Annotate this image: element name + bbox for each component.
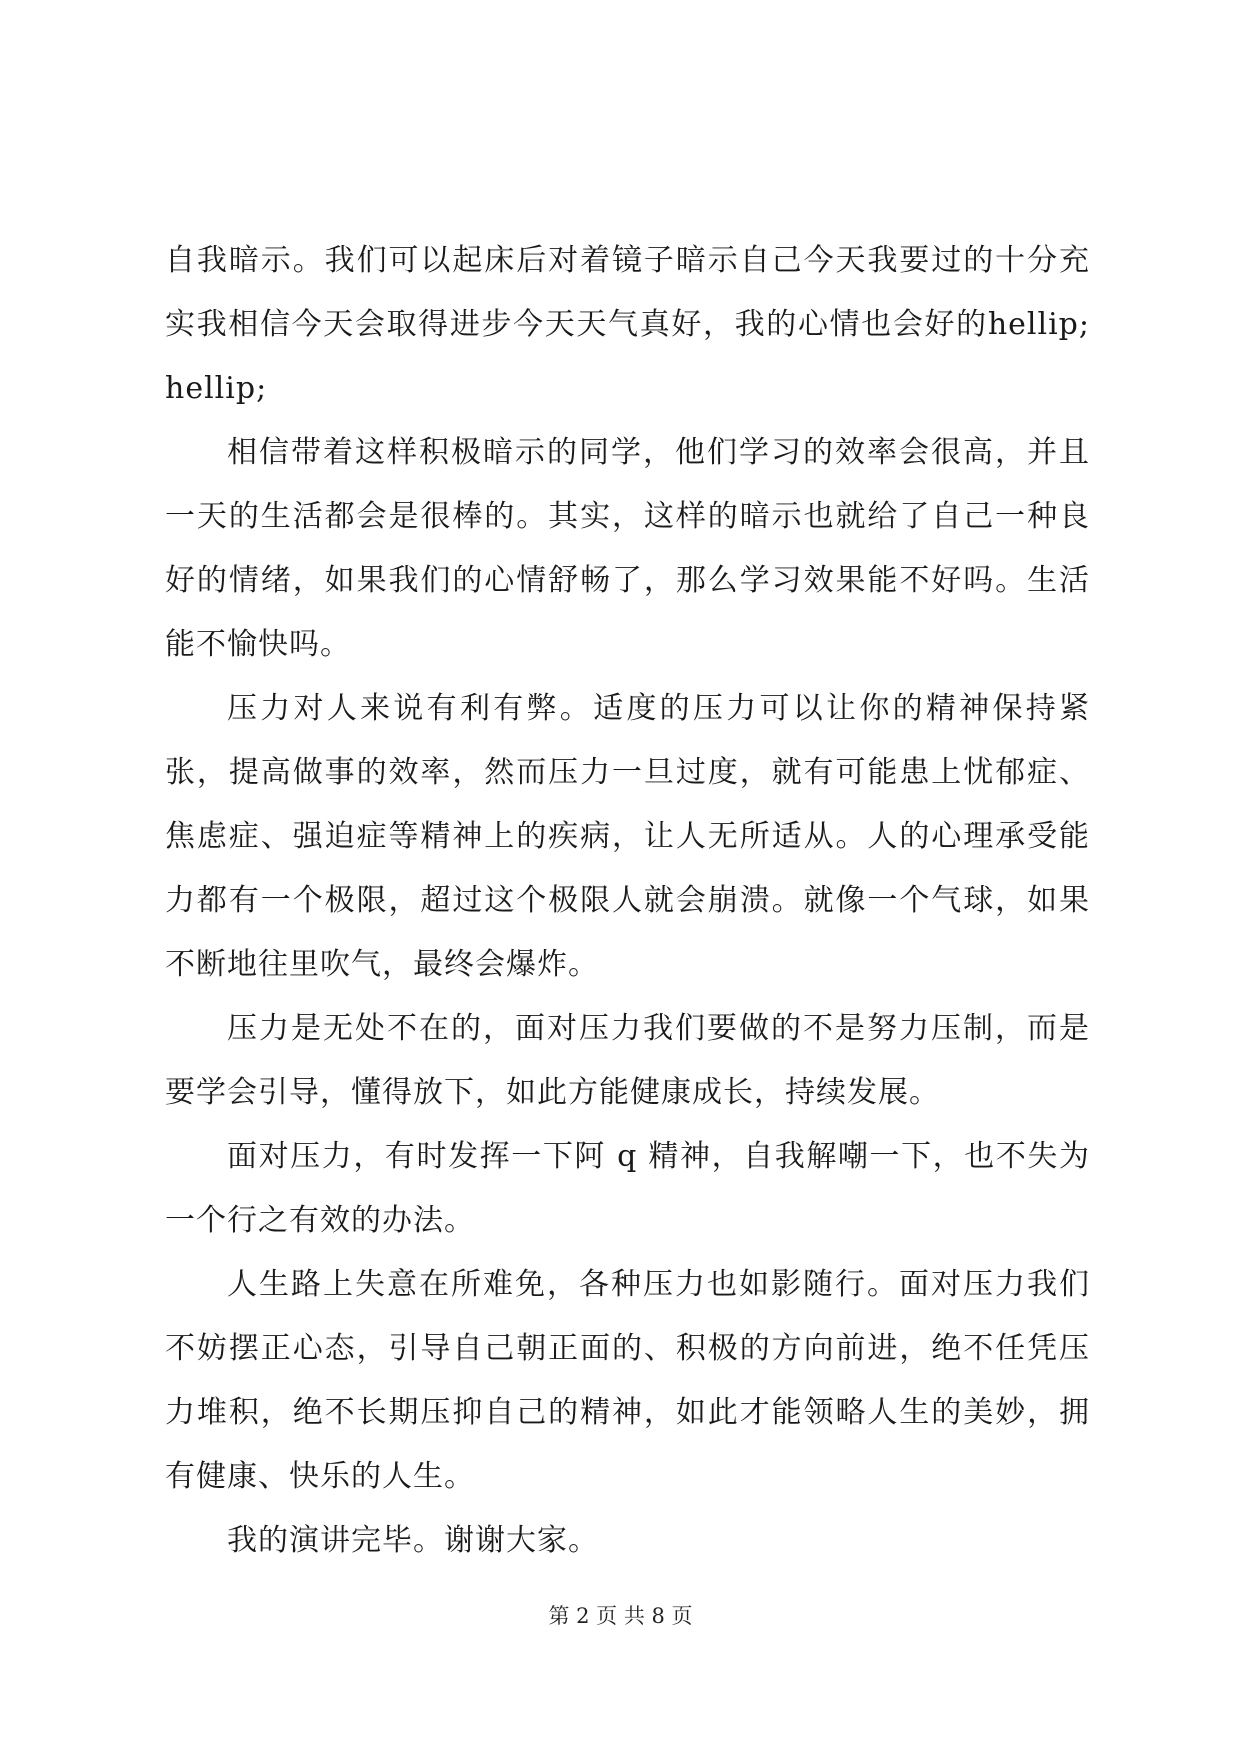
paragraph-5: 面对压力，有时发挥一下阿 q 精神，自我解嘲一下，也不失为一个行之有效的办法。 [165, 1139, 1090, 1238]
paragraph-1: 自我暗示。我们可以起床后对着镜子暗示自己今天我要过的十分充实我相信今天会取得进步今天天气真好，我的心情也会好的hellip;hellip; [165, 243, 1090, 406]
paragraph-4: 压力是无处不在的，面对压力我们要做的不是努力压制，而是要学会引导，懂得放下，如此方能健康成长，持续发展。 [165, 1011, 1090, 1110]
paragraph-7: 我的演讲完毕。谢谢大家。 [227, 1523, 599, 1558]
page-number-footer: 第 2 页 共 8 页 [548, 1604, 693, 1628]
paragraph-3: 压力对人来说有利有弊。适度的压力可以让你的精神保持紧张，提高做事的效率，然而压力一旦过度，就有可能患上忧郁症、焦虑症、强迫症等精神上的疾病，让人无所适从。人的心理承受能力都有一个极限，超过这个极限人就会崩溃。就像一个气球，如果不断地往里吹气，最终会爆炸。 [165, 691, 1090, 982]
paragraph-2: 相信带着这样积极暗示的同学，他们学习的效率会很高，并且一天的生活都会是很棒的。其实，这样的暗示也就给了自己一种良好的情绪，如果我们的心情舒畅了，那么学习效果能不好吗。生活能不愉快吗。 [165, 435, 1090, 662]
paragraph-6: 人生路上失意在所难免，各种压力也如影随行。面对压力我们不妨摆正心态，引导自己朝正面的、积极的方向前进，绝不任凭压力堆积，绝不长期压抑自己的精神，如此才能领略人生的美妙，拥有健康、快乐的人生。 [165, 1267, 1090, 1494]
document-body [165, 229, 1090, 1573]
